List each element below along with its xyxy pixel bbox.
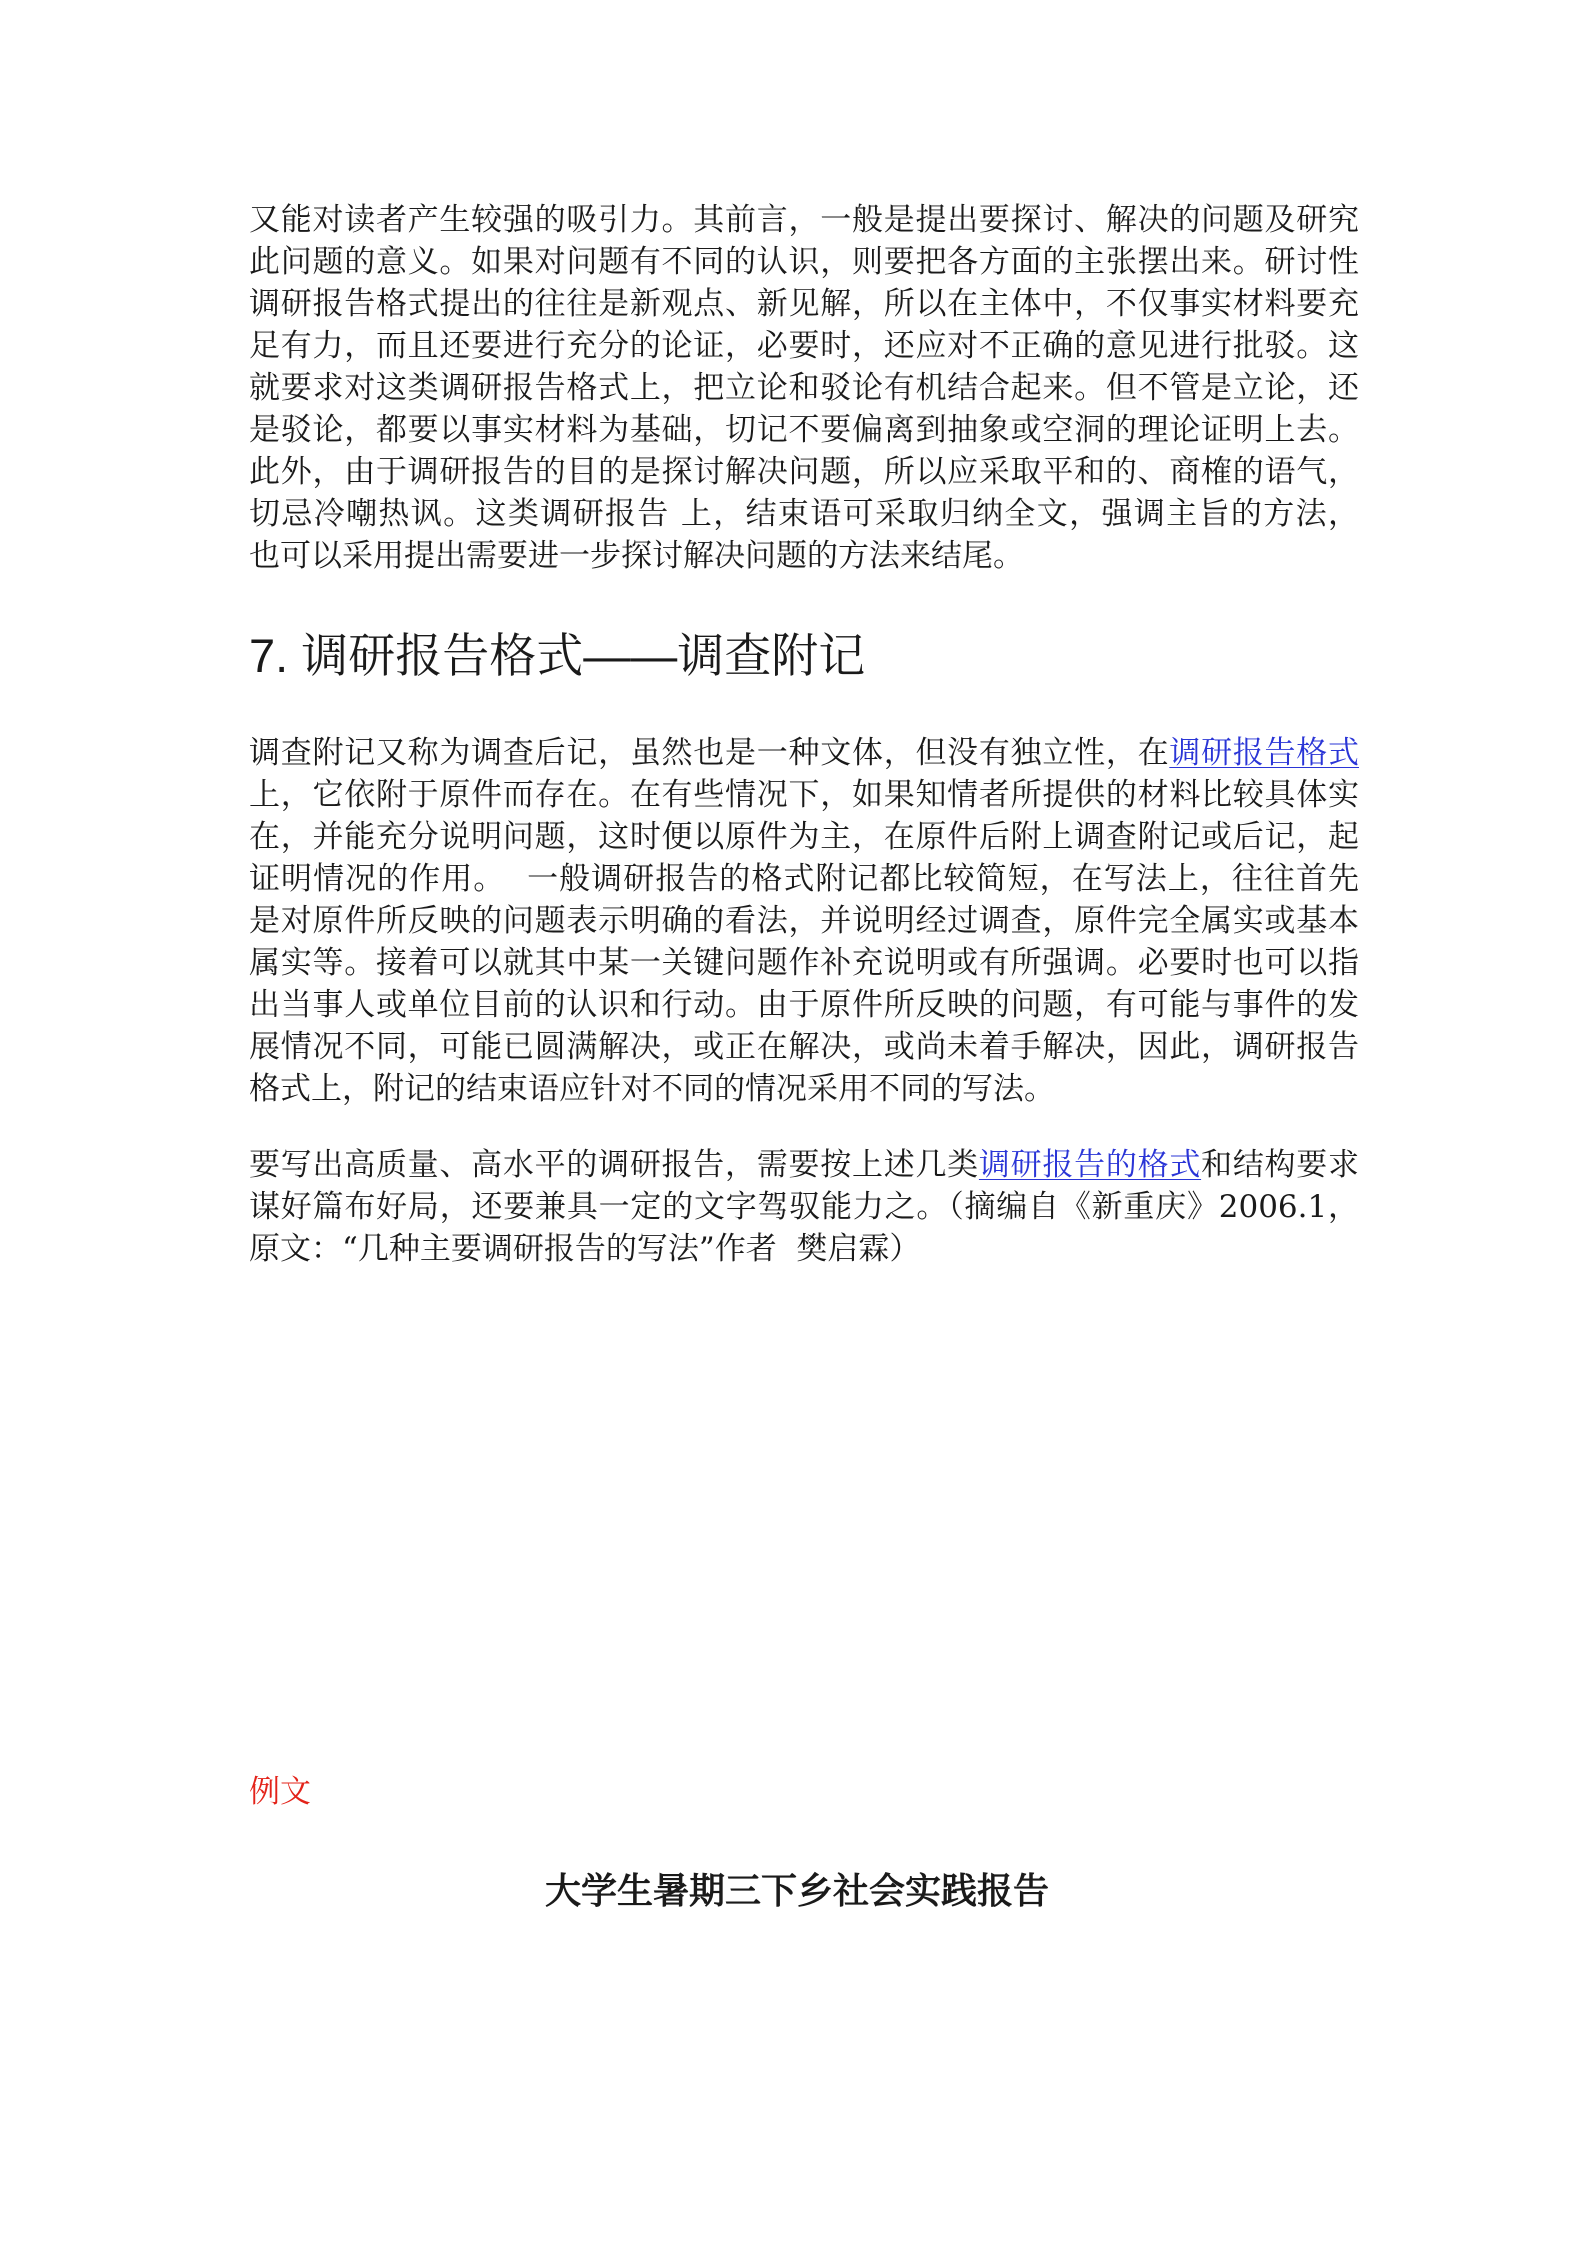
text-segment: 和结构要求: [1201, 1147, 1360, 1183]
text-segment: 要写出高质量、高水平的调研报告，需要按上述几类: [249, 1147, 979, 1183]
text-line: 是对原件所反映的问题表示明确的看法，并说明经过调查，原件完全属实或基本: [249, 903, 1359, 939]
report-format-link[interactable]: 调研报告格式: [1169, 735, 1360, 771]
text-line: 调研报告格式提出的往往是新观点、新见解，所以在主体中，不仅事实材料要充: [249, 286, 1359, 322]
text-line: 原文：“几种主要调研报告的写法”作者 樊启霖）: [249, 1231, 921, 1267]
report-formats-link[interactable]: 调研报告的格式: [978, 1147, 1202, 1183]
text-line: 是驳论，都要以事实材料为基础，切记不要偏离到抽象或空洞的理论证明上去。: [249, 412, 1359, 448]
paragraph-research-style: [249, 199, 1359, 577]
text-line: 此外，由于调研报告的目的是探讨解决问题，所以应采取平和的、商榷的语气，: [249, 454, 1359, 490]
text-line: 证明情况的作用。 一般调研报告的格式附记都比较简短，在写法上，往往首先: [249, 861, 1359, 897]
text-line: [249, 732, 1359, 774]
paragraph-survey-appendix: [249, 732, 1359, 1110]
text-line: 属实等。接着可以就其中某一关键问题作补充说明或有所强调。必要时也可以指: [249, 945, 1359, 981]
text-line: 切忌冷嘲热讽。这类调研报告 上，结束语可采取归纳全文，强调主旨的方法，: [249, 496, 1359, 532]
text-line: 又能对读者产生较强的吸引力。其前言，一般是提出要探讨、解决的问题及研究: [249, 202, 1359, 238]
text-line: 格式上，附记的结束语应针对不同的情况采用不同的写法。: [249, 1071, 1055, 1107]
example-label: 例文: [249, 1774, 311, 1810]
text-line: 就要求对这类调研报告格式上，把立论和驳论有机结合起来。但不管是立论，还: [249, 370, 1359, 406]
paragraph-summary: [249, 1144, 1359, 1270]
example-title: 大学生暑期三下乡社会实践报告: [544, 1871, 1049, 1912]
text-segment: 调查附记又称为调查后记，虽然也是一种文体，但没有独立性，在: [249, 735, 1170, 771]
text-line: 上，它依附于原件而存在。在有些情况下，如果知情者所提供的材料比较具体实: [249, 777, 1359, 813]
text-line: 在，并能充分说明问题，这时便以原件为主，在原件后附上调查附记或后记，起: [249, 819, 1359, 855]
text-line: 出当事人或单位目前的认识和行动。由于原件所反映的问题，有可能与事件的发: [249, 987, 1359, 1023]
text-line: 也可以采用提出需要进一步探讨解决问题的方法来结尾。: [249, 538, 1024, 574]
text-line: 此问题的意义。如果对问题有不同的认识，则要把各方面的主张摆出来。研讨性: [249, 244, 1359, 280]
text-line: [249, 1144, 1359, 1186]
text-line: 谋好篇布好局，还要兼具一定的文字驾驭能力之。（摘编自《新重庆》2006.1，: [249, 1189, 1359, 1225]
text-line: 足有力，而且还要进行充分的论证，必要时，还应对不正确的意见进行批驳。这: [249, 328, 1359, 364]
section-heading: 7. 调研报告格式——调查附记: [249, 629, 866, 682]
text-line: 展情况不同，可能已圆满解决，或正在解决，或尚未着手解决，因此，调研报告: [249, 1029, 1359, 1065]
